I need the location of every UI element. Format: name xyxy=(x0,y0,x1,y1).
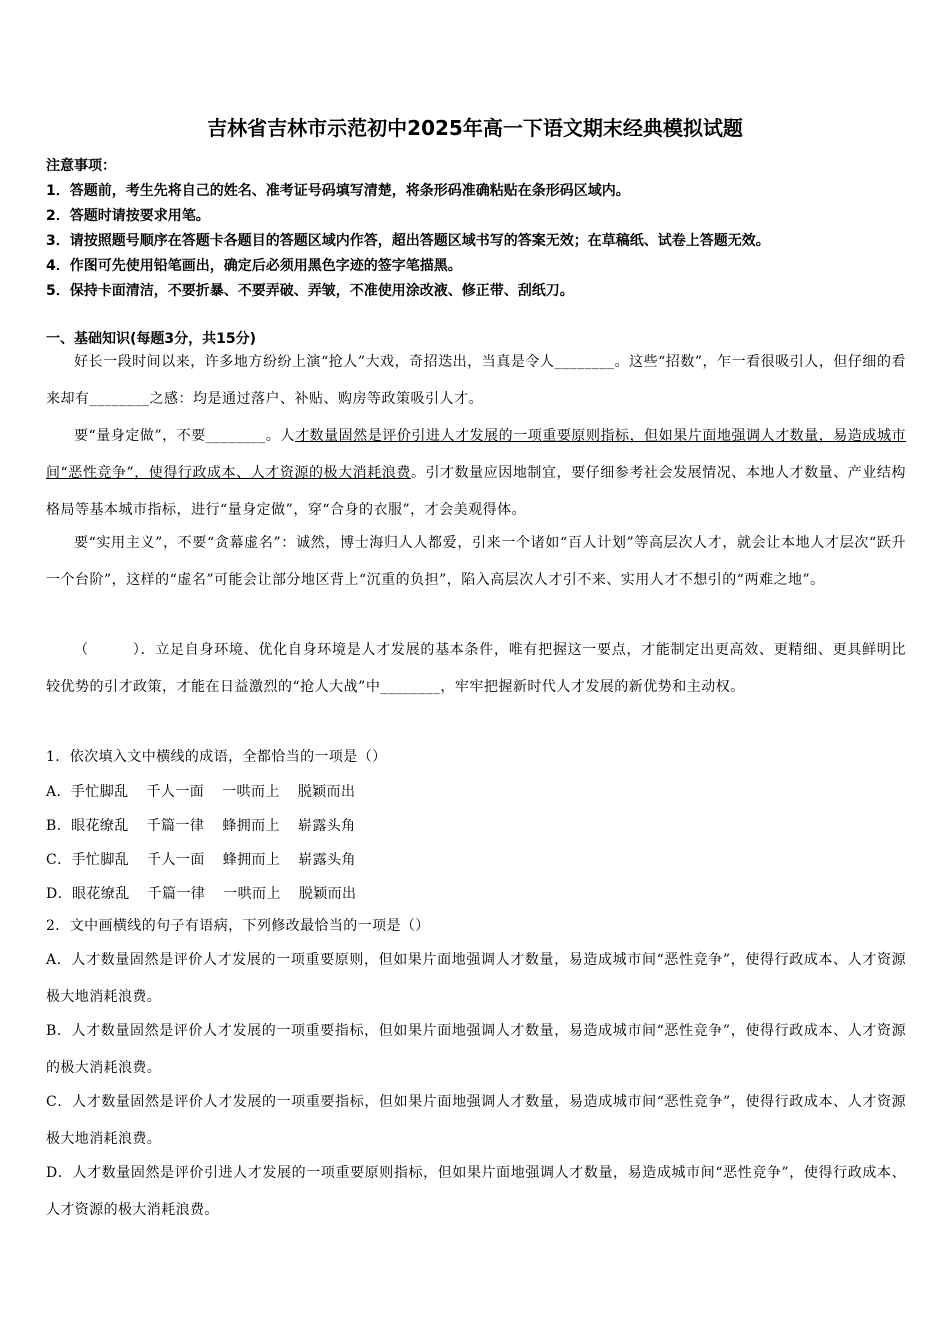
underlined-sentence: 才数量固然是评价引进人才发展的一项重要原则指标，但如果片面地强调人才数量，易造成城市间“恶性竞争”，使得行政成本、人才资源的极大消耗浪费 xyxy=(46,428,906,481)
question-2-option-d[interactable]: D．人才数量固然是评价引进人才发展的一项重要原则指标，但如果片面地强调人才数量，易造成城市间“恶性竞争”，使得行政成本、人才资源的极大消耗浪费。 xyxy=(46,1165,906,1218)
option-word: 千人一面 xyxy=(147,852,205,868)
notice-item-3: 3．请按照题号顺序在答题卡各题目的答题区域内作答，超出答题区域书写的答案无效；在草稿纸、试卷上答题无效。 xyxy=(46,233,770,249)
option-word: 崭露头角 xyxy=(298,852,356,868)
question-1-stem: 1．依次填入文中横线的成语，全都恰当的一项是（） xyxy=(46,749,387,765)
option-word: 眼花缭乱 xyxy=(72,886,130,902)
notice-item-4: 4．作图可先使用铅笔画出，确定后必须用黑色字迹的签字笔描黑。 xyxy=(46,258,462,274)
option-word: 崭露头角 xyxy=(297,818,356,834)
passage-p2-pre: 要“量身定做”，不要________。人 xyxy=(74,428,295,444)
question-2-stem: 2．文中画横线的句子有语病，下列修改最恰当的一项是（） xyxy=(46,918,430,934)
option-word: 一哄而上 xyxy=(223,886,281,902)
option-word: 千篇一律 xyxy=(146,818,205,834)
notice-item-1: 1．答题前，考生先将自己的姓名、准考证号码填写清楚，将条形码准确粘贴在条形码区域内。 xyxy=(46,183,630,199)
option-word: 千篇一律 xyxy=(147,886,206,902)
passage-paragraph-4: （ ）．立足自身环境、优化自身环境是人才发展的基本条件，唯有把握这一要点，才能制定出更高效、更精细、更具鲜明比较优势的引才政策，才能在日益激烈的“抢人大战”中________，牢牢把握新时代人才发展的新优势和主动权。 xyxy=(46,642,906,695)
question-1-option-c[interactable] xyxy=(46,849,374,869)
option-word: 一哄而上 xyxy=(222,784,280,800)
option-label: D． xyxy=(46,886,73,902)
option-word: 脱颖而出 xyxy=(298,886,357,902)
option-word: 眼花缭乱 xyxy=(71,818,129,834)
question-2-option-a[interactable]: A．人才数量固然是评价人才发展的一项重要原则，但如果片面地强调人才数量，易造成城市间“恶性竞争”，使得行政成本、人才资源极大地消耗浪费。 xyxy=(46,952,906,1005)
notice-heading: 注意事项： xyxy=(46,158,116,174)
question-1-option-d[interactable] xyxy=(46,883,374,903)
option-word: 蜂拥而上 xyxy=(222,852,281,868)
question-1-option-b[interactable] xyxy=(46,815,374,835)
passage-paragraph-2 xyxy=(46,418,906,529)
section-heading: 一、基础知识(每题3分，共15分) xyxy=(46,331,257,347)
option-word: 蜂拥而上 xyxy=(222,818,280,834)
option-word: 千人一面 xyxy=(146,784,205,800)
option-label: C． xyxy=(46,852,72,868)
option-word: 手忙脚乱 xyxy=(70,784,129,800)
option-word: 脱颖而出 xyxy=(297,784,356,800)
passage-p2-post: 。引才数量应因地制宜，要仔细参考社会发展情况、本地人才数量、产业结构格局等基本城市指标，进行“量身定做”，穿“合身的衣服”，才会美观得体。 xyxy=(46,465,906,518)
question-2-option-b[interactable]: B．人才数量固然是评价人才发展的一项重要指标，但如果片面地强调人才数量，易造成城市间“恶性竞争”，使得行政成本、人才资源的极大消耗浪费。 xyxy=(46,1023,906,1076)
question-2-option-c[interactable]: C．人才数量固然是评价人才发展的一项重要指标，但如果片面地强调人才数量，易造成城市间“恶性竞争”，使得行政成本、人才资源极大地消耗浪费。 xyxy=(46,1094,906,1147)
question-1-option-a[interactable] xyxy=(46,781,373,801)
notice-item-5: 5．保持卡面清洁，不要折暴、不要弄破、弄皱，不准使用涂改液、修正带、刮纸刀。 xyxy=(46,283,574,299)
page-title: 吉林省吉林市示范初中2025年高一下语文期末经典模拟试题 xyxy=(207,116,743,140)
notice-item-2: 2．答题时请按要求用笔。 xyxy=(46,208,210,224)
option-label: B． xyxy=(46,818,72,834)
option-word: 手忙脚乱 xyxy=(71,852,130,868)
passage-paragraph-1: 好长一段时间以来，许多地方纷纷上演“抢人”大戏，奇招迭出，当真是令人________。这些“招数”，乍一看很吸引人，但仔细的看来却有________之感：均是通过落户、补贴、购房等政策吸引人才。 xyxy=(46,354,906,407)
passage-paragraph-3: 要“实用主义”，不要“贪幕虚名”：诚然，博士海归人人都爱，引来一个诸如“百人计划”等高层次人才，就会让本地人才层次“跃升一个台阶”，这样的“虚名”可能会让部分地区背上“沉重的负担”，陷入高层次人才引不来、实用人才不想引的“两难之地”。 xyxy=(46,535,906,588)
option-label: A． xyxy=(46,784,71,800)
